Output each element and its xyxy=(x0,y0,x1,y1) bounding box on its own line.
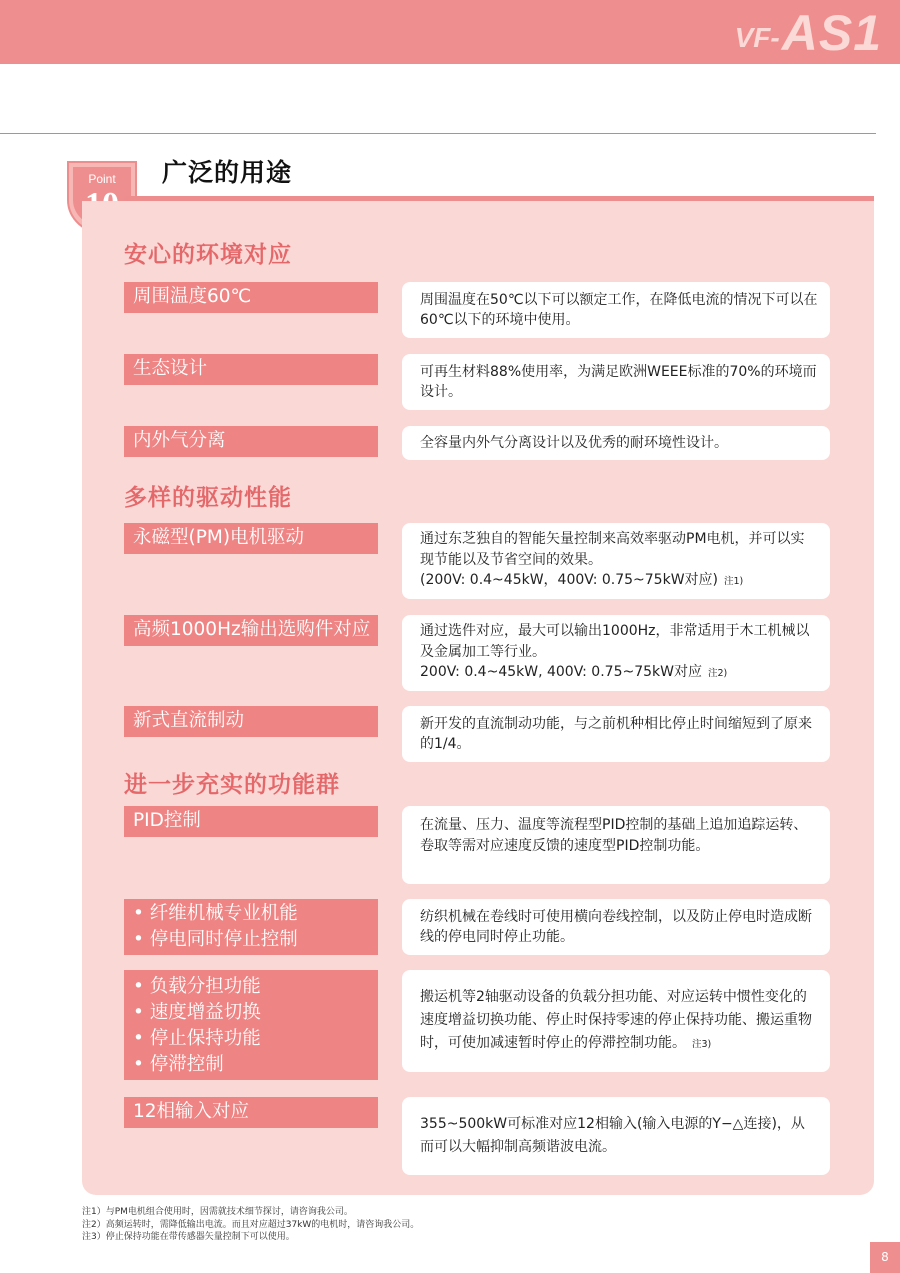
label-line: 永磁型(PM)电机驱动 xyxy=(133,527,305,548)
label-line: • 速度增益切换 xyxy=(133,1002,261,1023)
feature-description xyxy=(402,426,830,460)
description-text: 可再生材料88%使用率，为满足欧洲WEEE标准的70%的环境而设计。 xyxy=(420,363,817,400)
description-spec: 200V: 0.4~45kW, 400V: 0.75~75kW对应 xyxy=(420,664,702,681)
label-line: • 停滞控制 xyxy=(133,1054,224,1075)
label-line: 12相输入对应 xyxy=(133,1101,250,1122)
footnote-ref: 注2) xyxy=(707,668,728,680)
description-text: 通过选件对应，最大可以输出1000Hz，非常适用于木工机械以及金属加工等行业。 xyxy=(420,623,810,660)
footnote-ref: 注3) xyxy=(692,1039,712,1050)
label-line: 生态设计 xyxy=(133,358,208,379)
label-line: • 纤维机械专业机能 xyxy=(133,903,298,924)
brand-logo xyxy=(734,5,882,61)
label-line: • 停止保持功能 xyxy=(133,1028,261,1049)
feature-description xyxy=(402,806,830,884)
section-heading-functions: 进一步充实的功能群 xyxy=(124,772,340,798)
description-text: 搬运机等2轴驱动设备的负载分担功能、对应运转中惯性变化的速度增益切换功能、停止时保持零速的停止保持功能、搬运重物时，可使加减速暂时停止的停滞控制功能。 xyxy=(420,989,812,1051)
brand-model: AS1 xyxy=(781,5,882,61)
description-text: 纺织机械在卷线时可使用横向卷线控制，以及防止停电时造成断线的停电同时停止功能。 xyxy=(420,908,812,945)
description-text: 周围温度在50℃以下可以额定工作，在降低电流的情况下可以在60℃以下的环境中使用。 xyxy=(420,291,818,328)
page-number: 8 xyxy=(870,1242,900,1273)
feature-label xyxy=(124,706,378,737)
description-text: 355~500kW可标准对应12相输入(输入电源的Y−△连接)，从而可以大幅抑制高频谐波电流。 xyxy=(420,1116,805,1155)
feature-label xyxy=(124,899,378,955)
footnote-ref: 注1) xyxy=(724,576,744,588)
feature-description xyxy=(402,282,830,338)
feature-description xyxy=(402,615,830,691)
feature-label xyxy=(124,426,378,457)
footnote-item: 注3）停止保持功能在带传感器矢量控制下可以使用。 xyxy=(82,1232,295,1242)
label-line: • 停电同时停止控制 xyxy=(133,929,298,950)
footnotes xyxy=(82,1206,419,1244)
description-text: 新开发的直流制动功能，与之前机种相比停止时间缩短到了原来的1/4。 xyxy=(420,715,812,752)
feature-label xyxy=(124,282,378,313)
feature-label xyxy=(124,1097,378,1128)
description-text: 通过东芝独自的智能矢量控制来高效率驱动PM电机，并可以实现节能以及节省空间的效果。 xyxy=(420,531,805,568)
feature-label xyxy=(124,615,378,646)
top-divider xyxy=(0,133,876,134)
label-line: 内外气分离 xyxy=(133,430,226,451)
feature-description xyxy=(402,1097,830,1175)
label-line: 周围温度60℃ xyxy=(133,286,252,307)
badge-label: Point xyxy=(88,172,116,186)
section-heading-drive: 多样的驱动性能 xyxy=(124,485,292,511)
description-text: 全容量内外气分离设计以及优秀的耐环境性设计。 xyxy=(420,434,728,451)
feature-description xyxy=(402,523,830,599)
feature-description xyxy=(402,354,830,410)
feature-description xyxy=(402,899,830,955)
page-title: 广泛的用途 xyxy=(162,158,293,187)
label-line: PID控制 xyxy=(133,810,201,831)
feature-label xyxy=(124,970,378,1080)
feature-description xyxy=(402,706,830,762)
description-text: 在流量、压力、温度等流程型PID控制的基础上追加追踪运转、卷取等需对应速度反馈的速度型PID控制功能。 xyxy=(420,817,808,854)
footnote-item: 注2）高频运转时，需降低输出电流。而且对应超过37kW的电机时，请咨询我公司。 xyxy=(82,1219,420,1230)
feature-description xyxy=(402,970,830,1072)
feature-label xyxy=(124,523,378,554)
label-line: • 负载分担功能 xyxy=(133,976,261,997)
section-heading-environment: 安心的环境对应 xyxy=(124,242,292,268)
feature-label xyxy=(124,354,378,385)
footnote-item: 注1）与PM电机组合使用时，因需就技术细节探讨，请咨询我公司。 xyxy=(82,1207,353,1217)
label-line: 高频1000Hz输出选购件对应 xyxy=(133,619,371,640)
brand-prefix: VF- xyxy=(734,22,780,53)
description-spec: (200V: 0.4~45kW，400V: 0.75~75kW对应) xyxy=(420,572,718,589)
label-line: 新式直流制动 xyxy=(133,710,245,731)
feature-label xyxy=(124,806,378,837)
